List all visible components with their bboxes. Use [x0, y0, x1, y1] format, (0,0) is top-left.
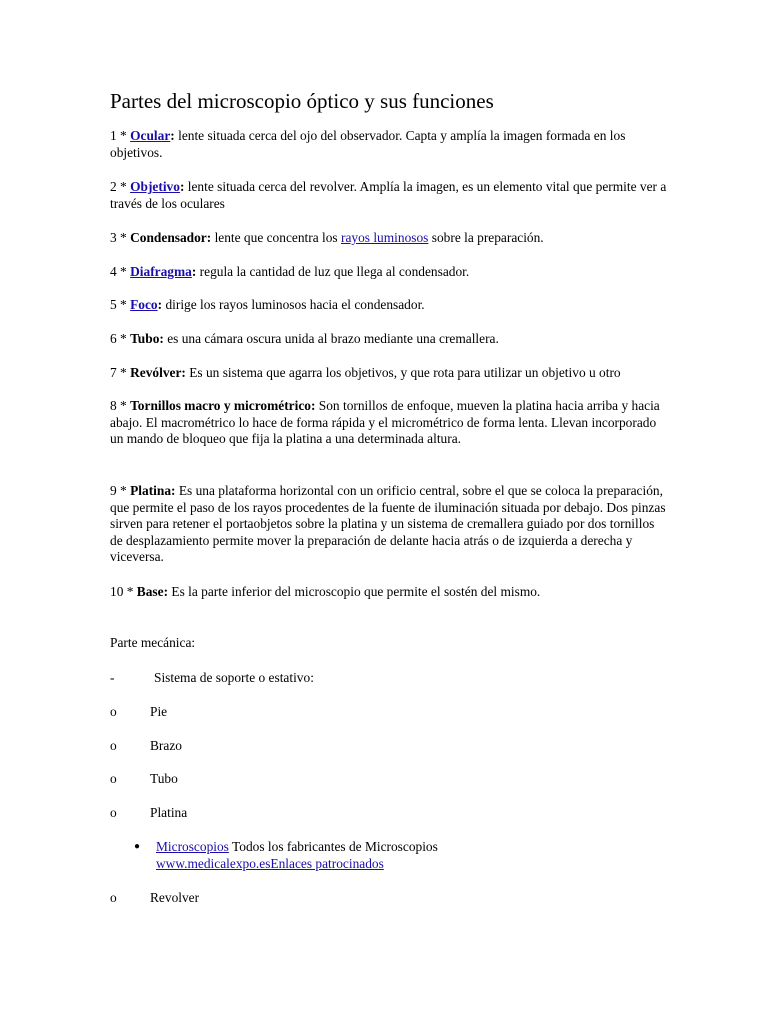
item-number: 6 * — [110, 331, 127, 346]
item-text: regula la cantidad de luz que llega al condensador. — [196, 264, 470, 279]
dash-item — [110, 670, 314, 687]
item-term: Tornillos macro y micrométrico: — [130, 398, 316, 413]
item-number: 2 * — [110, 179, 127, 194]
sub-item-text: Pie — [150, 704, 168, 719]
item-term: Condensador: — [130, 230, 212, 245]
item-text: Es la parte inferior del microscopio que permite el sostén del mismo. — [168, 584, 541, 599]
dash-marker: - — [110, 670, 115, 685]
diafragma-link[interactable]: Diafragma — [130, 264, 192, 279]
item-term: Revólver: — [130, 365, 186, 380]
list-item-9 — [110, 483, 670, 566]
item-text: Es una plataforma horizontal con un orificio central, sobre el que se coloca la preparación, que permite el paso de los rayos procedentes de la fuente de iluminación situada por debajo. Dos pinzas sirven para retener el portaobjetos sobre la platina y un sistema de cremallera guiado por dos tornillos de desplazamiento permite mover la preparación de delante hacia atrás o de izquierda a derecha y viceversa. — [110, 483, 666, 564]
sub-item-text: Platina — [150, 805, 188, 820]
item-number: 10 * — [110, 584, 134, 599]
list-item-3: 3 * Condensador: lente que concentra los rayos luminosos sobre la preparación. — [110, 230, 544, 245]
list-item-4: 4 * Diafragma: regula la cantidad de luz que llega al condensador. — [110, 264, 470, 279]
item-text: lente situada cerca del ojo del observador. Capta y amplía la imagen formada en los objetivos. — [110, 128, 626, 160]
circle-marker: o — [110, 805, 117, 820]
item-term: Tubo: — [130, 331, 164, 346]
list-item-8 — [110, 398, 670, 448]
item-number: 1 * — [110, 128, 127, 143]
sub-item-platina — [110, 805, 187, 822]
item-text: lente situada cerca del revolver. Amplía la imagen, es un elemento vital que permite ver a través de los oculares — [110, 179, 667, 211]
rayos-luminosos-link[interactable]: rayos luminosos — [340, 230, 429, 245]
microscopios-link[interactable]: Microscopios — [156, 839, 229, 854]
item-number: 8 * — [110, 398, 127, 413]
item-number: 3 * — [110, 230, 127, 245]
bullet-icon: ● — [134, 841, 141, 852]
sub-item-text: Tubo — [150, 771, 178, 786]
list-item-2: 2 * Objetivo: lente situada cerca del revolver. Amplía la imagen, es un elemento vital que permite ver a través de los oculares — [110, 179, 667, 211]
circle-marker: o — [110, 704, 117, 719]
sub-item-tubo — [110, 771, 178, 788]
item-text: Son tornillos de enfoque, mueven la platina hacia arriba y hacia abajo. El macrométrico lo hace de forma rápida y el micrométrico de forma lenta. Llevan incorporado un mando de bloqueo que fija la platina a una determinada altura. — [110, 398, 660, 446]
list-item-5: 5 * Foco: dirige los rayos luminosos hacia el condensador. — [110, 297, 425, 312]
item-text: es una cámara oscura unida al brazo mediante una cremallera. — [163, 331, 499, 346]
foco-link[interactable]: Foco — [130, 297, 158, 312]
item-text: Es un sistema que agarra los objetivos, y que rota para utilizar un objetivo u otro — [185, 365, 621, 380]
list-item-1: 1 * Ocular: lente situada cerca del ojo del observador. Capta y amplía la imagen formada en los objetivos. — [110, 128, 626, 160]
sponsored-links-link[interactable]: Enlaces patrocinados — [270, 855, 384, 871]
sub-item-text: Revolver — [150, 890, 200, 905]
ad-bullet-item — [134, 839, 438, 872]
circle-marker: o — [110, 890, 117, 905]
item-number: 7 * — [110, 365, 127, 380]
list-item-7 — [110, 365, 670, 382]
item-text: dirige los rayos luminosos hacia el condensador. — [162, 297, 425, 312]
circle-marker: o — [110, 771, 117, 786]
ocular-link[interactable]: Ocular — [130, 128, 171, 143]
sub-item-pie — [110, 704, 167, 721]
list-item-6 — [110, 331, 670, 348]
dash-item-text: Sistema de soporte o estativo: — [154, 670, 314, 685]
sub-item-brazo — [110, 738, 182, 755]
item-term: Base: — [136, 584, 169, 599]
section-heading: Parte mecánica: — [110, 635, 196, 650]
item-term: Platina: — [130, 483, 176, 498]
list-item-10 — [110, 584, 670, 601]
ad-text: Todos los fabricantes de Microscopios — [228, 839, 438, 854]
item-number: 4 * — [110, 264, 127, 279]
circle-marker: o — [110, 738, 117, 753]
medicalexpo-link[interactable]: www.medicalexpo.es — [156, 855, 271, 871]
sub-item-text: Brazo — [150, 738, 182, 753]
item-number: 9 * — [110, 483, 127, 498]
sub-item-revolver — [110, 890, 199, 907]
item-number: 5 * — [110, 297, 127, 312]
page-title: Partes del microscopio óptico y sus funciones — [110, 89, 494, 113]
objetivo-link[interactable]: Objetivo — [130, 179, 180, 194]
